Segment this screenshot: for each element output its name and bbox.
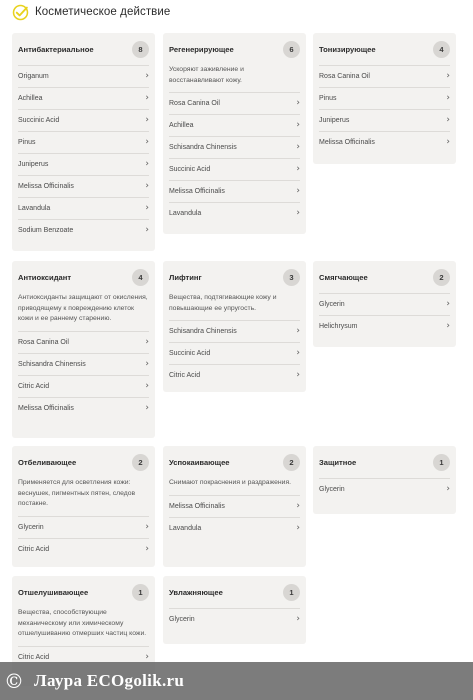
ingredient-link[interactable]: [18, 353, 149, 375]
ingredient-name: Melissa Officinalis: [169, 502, 225, 510]
card-title: Антиоксидант: [18, 272, 72, 282]
card-header: [12, 267, 155, 287]
ingredient-name: Helichrysum: [319, 323, 358, 330]
chevron-right-icon: ›: [145, 203, 149, 213]
chevron-right-icon: ›: [145, 71, 149, 81]
card-description: Вещества, подтягивающие кожу и повышающие ее упругость.: [169, 294, 277, 312]
category-card: [12, 446, 155, 567]
card-title: Тонизирующее: [319, 44, 376, 54]
card-title: Успокаивающее: [169, 457, 230, 467]
chevron-right-icon: ›: [296, 614, 300, 624]
chevron-right-icon: ›: [145, 380, 149, 391]
chevron-right-icon: ›: [145, 225, 149, 235]
ingredient-name: Glycerin: [319, 301, 345, 308]
card-title: Защитное: [319, 457, 357, 467]
card-description: Применяется для осветления кожи: веснушек, пигментных пятен, следов постакне.: [18, 479, 136, 507]
ingredient-link[interactable]: [169, 364, 300, 386]
ingredient-name: Achillea: [18, 95, 43, 102]
ingredient-name: Schisandra Chinensis: [169, 144, 237, 151]
ingredient-name: Achillea: [169, 122, 194, 129]
card-description: Вещества, способствующие механическому или химическому отшелушиванию отмерших частиц кожи.: [18, 609, 147, 637]
ingredient-link[interactable]: [319, 478, 450, 500]
ingredient-name: Glycerin: [18, 523, 44, 531]
card-header: [163, 267, 306, 287]
ingredient-link[interactable]: [18, 153, 149, 175]
category-card: [12, 33, 155, 251]
ingredient-name: Citric Acid: [169, 372, 201, 379]
card-title: Отбеливающее: [18, 457, 77, 467]
chevron-right-icon: ›: [296, 348, 300, 358]
chevron-right-icon: ›: [296, 522, 300, 533]
count-badge: 2: [283, 454, 300, 471]
card-header: [163, 582, 306, 602]
card-description: Антиоксиданты защищают от окисления, приводящему к повреждению клеток кожи и ее раннему старению.: [18, 294, 148, 322]
chevron-right-icon: ›: [145, 358, 149, 369]
ingredient-name: Rosa Canina Oil: [319, 73, 370, 80]
ingredient-link[interactable]: [18, 175, 149, 197]
ingredient-link[interactable]: [169, 92, 300, 114]
card-title: Лифтинг: [169, 272, 202, 282]
ingredient-name: Glycerin: [319, 486, 345, 493]
ingredient-name: Sodium Benzoate: [18, 227, 74, 234]
ingredient-link[interactable]: [319, 65, 450, 87]
category-card: [313, 33, 456, 164]
ingredient-name: Juniperus: [319, 117, 350, 124]
ingredient-link[interactable]: [169, 158, 300, 180]
card-header: [313, 39, 456, 59]
watermark: [0, 662, 473, 700]
section-header: [12, 3, 170, 21]
chevron-right-icon: ›: [145, 521, 149, 532]
ingredient-link[interactable]: [169, 517, 300, 539]
ingredient-name: Juniperus: [18, 161, 49, 168]
chevron-right-icon: ›: [296, 208, 300, 218]
count-badge: 1: [433, 454, 450, 471]
ingredient-name: Melissa Officinalis: [18, 404, 74, 412]
ingredient-name: Citric Acid: [18, 653, 50, 661]
ingredient-link[interactable]: [18, 197, 149, 219]
count-badge: 4: [433, 41, 450, 58]
ingredient-link[interactable]: [18, 65, 149, 87]
chevron-right-icon: ›: [296, 326, 300, 336]
section-title: Косметическое действие: [35, 6, 171, 18]
ingredient-name: Glycerin: [169, 616, 195, 623]
chevron-right-icon: ›: [446, 484, 450, 494]
ingredient-link[interactable]: [319, 87, 450, 109]
chevron-right-icon: ›: [296, 98, 300, 108]
ingredient-link[interactable]: [18, 516, 149, 538]
ingredient-name: Pinus: [319, 95, 337, 102]
ingredient-link[interactable]: [169, 495, 300, 517]
ingredient-link[interactable]: [18, 87, 149, 109]
chevron-right-icon: ›: [145, 181, 149, 191]
ingredient-name: Lavandula: [169, 524, 202, 532]
ingredient-link[interactable]: [169, 320, 300, 342]
chevron-right-icon: ›: [296, 370, 300, 380]
chevron-right-icon: ›: [145, 137, 149, 147]
ingredient-link[interactable]: [18, 131, 149, 153]
chevron-right-icon: ›: [296, 120, 300, 130]
chevron-right-icon: ›: [446, 115, 450, 125]
chevron-right-icon: ›: [296, 500, 300, 511]
ingredient-link[interactable]: [319, 315, 450, 337]
ingredient-list: [313, 65, 456, 153]
ingredient-name: Succinic Acid: [169, 350, 211, 357]
count-badge: 4: [132, 269, 149, 286]
category-card: [12, 261, 155, 438]
ingredient-link[interactable]: [18, 375, 149, 397]
card-header: [163, 39, 306, 59]
copyright-symbol: ©: [4, 669, 24, 693]
ingredient-link[interactable]: [18, 109, 149, 131]
count-badge: 3: [283, 269, 300, 286]
chevron-right-icon: ›: [145, 336, 149, 347]
category-card: [163, 33, 306, 234]
ingredient-list: [163, 92, 306, 224]
ingredient-link[interactable]: [169, 608, 300, 630]
chevron-right-icon: ›: [145, 651, 149, 662]
ingredient-list: [12, 331, 155, 419]
category-card: [163, 446, 306, 567]
watermark-text: Лаура ECOgolik.ru: [34, 671, 185, 690]
chevron-right-icon: ›: [145, 402, 149, 413]
ingredient-name: Lavandula: [18, 205, 51, 212]
ingredient-list: [163, 608, 306, 630]
category-card: [313, 261, 456, 347]
check-circle-icon: [12, 4, 29, 21]
category-card: [163, 261, 306, 392]
ingredient-name: Lavandula: [169, 210, 202, 217]
card-description: Ускоряют заживление и восстанавливают кожу.: [169, 66, 244, 84]
ingredient-link[interactable]: [169, 202, 300, 224]
card-title: Антибактериальное: [18, 44, 94, 54]
ingredient-list: [163, 320, 306, 386]
chevron-right-icon: ›: [446, 137, 450, 147]
ingredient-link[interactable]: [169, 136, 300, 158]
count-badge: 1: [132, 584, 149, 601]
card-title: Отшелушивающее: [18, 587, 89, 597]
chevron-right-icon: ›: [296, 186, 300, 196]
chevron-right-icon: ›: [145, 543, 149, 554]
ingredient-link[interactable]: [319, 109, 450, 131]
card-header: [163, 452, 306, 472]
ingredient-link[interactable]: [319, 131, 450, 153]
ingredient-name: Succinic Acid: [18, 117, 60, 124]
ingredient-link[interactable]: [169, 180, 300, 202]
ingredient-name: Succinic Acid: [169, 166, 211, 173]
ingredient-list: [313, 478, 456, 500]
ingredient-name: Origanum: [18, 73, 49, 80]
chevron-right-icon: ›: [446, 71, 450, 81]
card-header: [313, 267, 456, 287]
ingredient-link[interactable]: [18, 219, 149, 241]
card-title: Увлажняющее: [169, 587, 223, 597]
card-header: [12, 452, 155, 472]
category-card: [163, 576, 306, 644]
ingredient-name: Citric Acid: [18, 382, 50, 390]
ingredient-name: Melissa Officinalis: [319, 139, 375, 146]
ingredient-list: [313, 293, 456, 337]
chevron-right-icon: ›: [145, 93, 149, 103]
chevron-right-icon: ›: [446, 299, 450, 309]
ingredient-list: [12, 516, 155, 560]
chevron-right-icon: ›: [446, 321, 450, 331]
ingredient-link[interactable]: [18, 538, 149, 560]
card-header: [313, 452, 456, 472]
chevron-right-icon: ›: [296, 142, 300, 152]
chevron-right-icon: ›: [145, 115, 149, 125]
count-badge: 8: [132, 41, 149, 58]
count-badge: 1: [283, 584, 300, 601]
count-badge: 2: [132, 454, 149, 471]
chevron-right-icon: ›: [296, 164, 300, 174]
card-title: Смягчающее: [319, 272, 368, 282]
card-title: Регенерирующее: [169, 44, 234, 54]
card-description: Снимают покраснения и раздражения.: [169, 479, 292, 486]
chevron-right-icon: ›: [446, 93, 450, 103]
ingredient-name: Pinus: [18, 139, 36, 146]
ingredient-name: Schisandra Chinensis: [18, 360, 86, 368]
ingredient-list: [12, 65, 155, 241]
category-card: [313, 446, 456, 514]
ingredient-name: Schisandra Chinensis: [169, 328, 237, 335]
count-badge: 2: [433, 269, 450, 286]
ingredient-name: Melissa Officinalis: [169, 188, 225, 195]
count-badge: 6: [283, 41, 300, 58]
card-header: [12, 39, 155, 59]
ingredient-list: [163, 495, 306, 539]
ingredient-name: Citric Acid: [18, 545, 50, 553]
ingredient-link[interactable]: [169, 342, 300, 364]
ingredient-name: Rosa Canina Oil: [169, 100, 220, 107]
card-header: [12, 582, 155, 602]
ingredient-name: Rosa Canina Oil: [18, 338, 69, 346]
ingredient-name: Melissa Officinalis: [18, 183, 74, 190]
ingredient-link[interactable]: [18, 331, 149, 353]
ingredient-link[interactable]: [169, 114, 300, 136]
ingredient-link[interactable]: [319, 293, 450, 315]
chevron-right-icon: ›: [145, 159, 149, 169]
ingredient-link[interactable]: [18, 397, 149, 419]
